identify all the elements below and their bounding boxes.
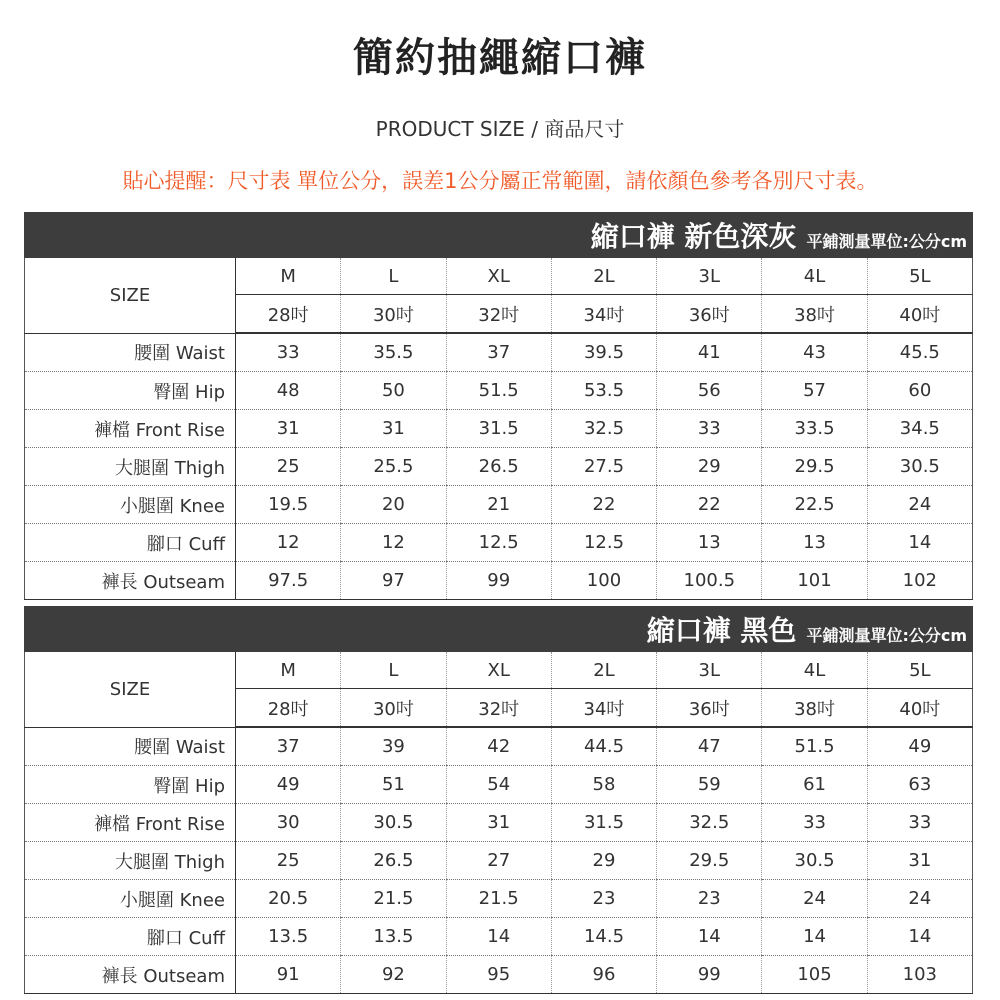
table-row — [25, 524, 973, 562]
measurement-value: 51 — [341, 766, 446, 804]
page-subtitle: PRODUCT SIZE / 商品尺寸 — [375, 117, 625, 141]
inch-cell: 36吋 — [657, 295, 762, 334]
table-row — [25, 372, 973, 410]
measurement-label: 小腿圍 Knee — [25, 486, 236, 524]
measurement-value: 12.5 — [551, 524, 656, 562]
measurement-value: 12.5 — [446, 524, 551, 562]
size-cell: 2L — [551, 652, 656, 689]
measurement-value: 51.5 — [762, 727, 867, 766]
measurement-value: 57 — [762, 372, 867, 410]
measurement-value: 21.5 — [446, 880, 551, 918]
measurement-label: 臀圍 Hip — [25, 372, 236, 410]
size-cell: 4L — [762, 258, 867, 295]
measurement-label: 褲長 Outseam — [25, 956, 236, 994]
measurement-value: 53.5 — [551, 372, 656, 410]
size-cell: M — [236, 258, 341, 295]
measurement-value: 59 — [657, 766, 762, 804]
measurement-value: 12 — [341, 524, 446, 562]
measurement-label: 腰圍 Waist — [25, 333, 236, 372]
measurement-value: 26.5 — [446, 448, 551, 486]
size-label: SIZE — [25, 258, 236, 333]
measurement-value: 29 — [551, 842, 656, 880]
table-row — [25, 448, 973, 486]
inch-cell: 28吋 — [236, 295, 341, 334]
measurement-value: 29.5 — [762, 448, 867, 486]
table-row — [25, 562, 973, 600]
measurement-value: 43 — [762, 333, 867, 372]
measurement-value: 50 — [341, 372, 446, 410]
measurement-value: 49 — [236, 766, 341, 804]
measurement-value: 33 — [762, 804, 867, 842]
measurement-note: 平鋪測量單位:公分cm — [806, 232, 967, 251]
measurement-value: 12 — [236, 524, 341, 562]
measurement-value: 19.5 — [236, 486, 341, 524]
measurement-value: 97 — [341, 562, 446, 600]
measurement-value: 95 — [446, 956, 551, 994]
table-row — [25, 486, 973, 524]
size-cell: M — [236, 652, 341, 689]
measurement-value: 103 — [867, 956, 972, 994]
measurement-value: 14 — [657, 918, 762, 956]
table-row — [25, 727, 973, 766]
table-title: 縮口褲 黑色 — [646, 614, 797, 647]
measurement-value: 58 — [551, 766, 656, 804]
table-row — [25, 842, 973, 880]
measurement-value: 14 — [446, 918, 551, 956]
measurement-value: 37 — [236, 727, 341, 766]
measurement-value: 13 — [657, 524, 762, 562]
inch-cell: 34吋 — [551, 295, 656, 334]
page-title: 簡約抽繩縮口褲 — [353, 35, 647, 81]
measurement-value: 101 — [762, 562, 867, 600]
size-cell: 5L — [867, 652, 972, 689]
table-row — [25, 333, 973, 372]
size-cell: 3L — [657, 258, 762, 295]
measurement-value: 32.5 — [657, 804, 762, 842]
inch-cell: 32吋 — [446, 295, 551, 334]
size-table-block-dark-grey — [24, 212, 973, 600]
measurement-value: 45.5 — [867, 333, 972, 372]
measurement-value: 13 — [762, 524, 867, 562]
measurement-value: 13.5 — [236, 918, 341, 956]
measurement-value: 60 — [867, 372, 972, 410]
size-cell: 5L — [867, 258, 972, 295]
measurement-value: 23 — [551, 880, 656, 918]
table-row — [25, 918, 973, 956]
measurement-value: 14.5 — [551, 918, 656, 956]
size-label: SIZE — [25, 652, 236, 727]
measurement-label: 褲檔 Front Rise — [25, 410, 236, 448]
table-row — [25, 880, 973, 918]
measurement-value: 33 — [236, 333, 341, 372]
measurement-label: 大腿圍 Thigh — [25, 842, 236, 880]
measurement-label: 小腿圍 Knee — [25, 880, 236, 918]
measurement-value: 61 — [762, 766, 867, 804]
measurement-value: 13.5 — [341, 918, 446, 956]
measurement-label: 腳口 Cuff — [25, 524, 236, 562]
table-row — [25, 804, 973, 842]
measurement-value: 48 — [236, 372, 341, 410]
measurement-value: 31 — [446, 804, 551, 842]
measurement-label: 腰圍 Waist — [25, 727, 236, 766]
measurement-value: 30 — [236, 804, 341, 842]
measurement-value: 47 — [657, 727, 762, 766]
inch-cell: 40吋 — [867, 295, 972, 334]
measurement-value: 14 — [867, 918, 972, 956]
measurement-note: 平鋪測量單位:公分cm — [806, 626, 967, 645]
size-reminder: 貼心提醒：尺寸表 單位公分，誤差1公分屬正常範圍，請依顏色參考各別尺寸表。 — [122, 169, 878, 193]
measurement-value: 41 — [657, 333, 762, 372]
measurement-value: 92 — [341, 956, 446, 994]
measurement-value: 34.5 — [867, 410, 972, 448]
measurement-value: 35.5 — [341, 333, 446, 372]
measurement-value: 22.5 — [762, 486, 867, 524]
measurement-value: 54 — [446, 766, 551, 804]
size-table — [24, 258, 973, 600]
measurement-value: 63 — [867, 766, 972, 804]
measurement-value: 32.5 — [551, 410, 656, 448]
measurement-value: 31 — [236, 410, 341, 448]
measurement-value: 23 — [657, 880, 762, 918]
measurement-value: 31 — [867, 842, 972, 880]
size-cell: 4L — [762, 652, 867, 689]
table-row — [25, 410, 973, 448]
inch-cell: 40吋 — [867, 689, 972, 728]
measurement-value: 30.5 — [867, 448, 972, 486]
measurement-value: 44.5 — [551, 727, 656, 766]
table-title: 縮口褲 新色深灰 — [590, 220, 797, 253]
measurement-value: 24 — [867, 486, 972, 524]
inch-cell: 32吋 — [446, 689, 551, 728]
size-cell: L — [341, 652, 446, 689]
size-header-row — [25, 258, 973, 295]
measurement-value: 21.5 — [341, 880, 446, 918]
measurement-value: 39 — [341, 727, 446, 766]
measurement-value: 42 — [446, 727, 551, 766]
inch-cell: 30吋 — [341, 295, 446, 334]
table-row — [25, 956, 973, 994]
inch-cell: 36吋 — [657, 689, 762, 728]
measurement-value: 24 — [762, 880, 867, 918]
measurement-value: 91 — [236, 956, 341, 994]
size-cell: 3L — [657, 652, 762, 689]
measurement-value: 31.5 — [446, 410, 551, 448]
size-cell: L — [341, 258, 446, 295]
inch-cell: 38吋 — [762, 689, 867, 728]
measurement-value: 97.5 — [236, 562, 341, 600]
inch-cell: 34吋 — [551, 689, 656, 728]
measurement-label: 大腿圍 Thigh — [25, 448, 236, 486]
measurement-value: 25.5 — [341, 448, 446, 486]
measurement-value: 22 — [551, 486, 656, 524]
measurement-value: 27 — [446, 842, 551, 880]
measurement-label: 臀圍 Hip — [25, 766, 236, 804]
inch-cell: 30吋 — [341, 689, 446, 728]
measurement-value: 14 — [762, 918, 867, 956]
size-table-block-black — [24, 606, 973, 994]
measurement-value: 31 — [341, 410, 446, 448]
measurement-value: 100 — [551, 562, 656, 600]
table-header-bar — [24, 606, 973, 652]
measurement-value: 25 — [236, 842, 341, 880]
measurement-value: 100.5 — [657, 562, 762, 600]
measurement-value: 27.5 — [551, 448, 656, 486]
size-cell: XL — [446, 258, 551, 295]
measurement-value: 33.5 — [762, 410, 867, 448]
inch-cell: 38吋 — [762, 295, 867, 334]
measurement-value: 31.5 — [551, 804, 656, 842]
measurement-value: 33 — [657, 410, 762, 448]
measurement-value: 30.5 — [762, 842, 867, 880]
measurement-value: 20.5 — [236, 880, 341, 918]
measurement-value: 56 — [657, 372, 762, 410]
measurement-value: 105 — [762, 956, 867, 994]
size-table — [24, 652, 973, 994]
measurement-value: 22 — [657, 486, 762, 524]
measurement-value: 29 — [657, 448, 762, 486]
measurement-value: 30.5 — [341, 804, 446, 842]
measurement-value: 33 — [867, 804, 972, 842]
measurement-value: 24 — [867, 880, 972, 918]
measurement-value: 25 — [236, 448, 341, 486]
measurement-value: 14 — [867, 524, 972, 562]
measurement-label: 腳口 Cuff — [25, 918, 236, 956]
measurement-value: 102 — [867, 562, 972, 600]
size-cell: XL — [446, 652, 551, 689]
measurement-value: 49 — [867, 727, 972, 766]
measurement-value: 51.5 — [446, 372, 551, 410]
measurement-value: 29.5 — [657, 842, 762, 880]
measurement-value: 39.5 — [551, 333, 656, 372]
measurement-value: 20 — [341, 486, 446, 524]
table-header-bar — [24, 212, 973, 258]
measurement-value: 37 — [446, 333, 551, 372]
measurement-label: 褲檔 Front Rise — [25, 804, 236, 842]
measurement-value: 99 — [657, 956, 762, 994]
size-cell: 2L — [551, 258, 656, 295]
measurement-value: 96 — [551, 956, 656, 994]
measurement-value: 26.5 — [341, 842, 446, 880]
measurement-value: 99 — [446, 562, 551, 600]
measurement-value: 21 — [446, 486, 551, 524]
inch-cell: 28吋 — [236, 689, 341, 728]
table-row — [25, 766, 973, 804]
size-header-row — [25, 652, 973, 689]
measurement-label: 褲長 Outseam — [25, 562, 236, 600]
